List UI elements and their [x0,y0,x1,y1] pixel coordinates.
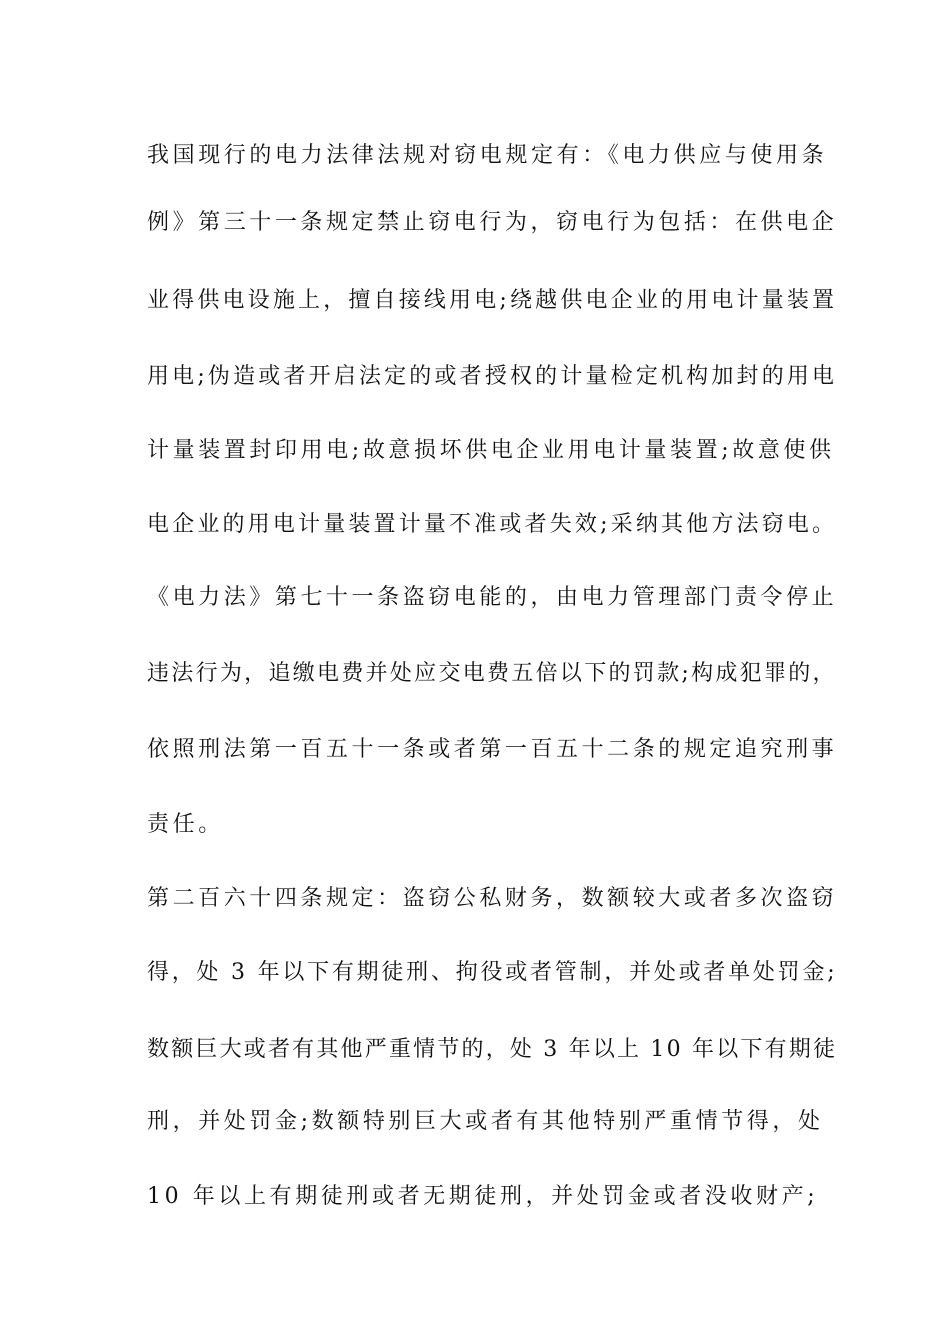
text-line: 依照刑法第一百五十一条或者第一百五十二条的规定追究刑事 [147,737,838,762]
text-line: 例》第三十一条规定禁止窃电行为，窃电行为包括：在供电企 [147,210,838,235]
text-line: 刑，并处罚金;数额特别巨大或者有其他特别严重情节得，处 [147,1109,824,1134]
text-line: 数额巨大或者有其他严重情节的，处 3 年以上 10 年以下有期徒 [147,1037,838,1062]
text-line: 业得供电设施上，擅自接线用电;绕越供电企业的用电计量装置 [147,288,838,313]
text-line: 得，处 3 年以下有期徒刑、拘役或者管制，并处或者单处罚金; [147,960,838,985]
text-line: 电企业的用电计量装置计量不准或者失效;采纳其他方法窃电。 [147,512,838,537]
text-line: 《电力法》第七十一条盗窃电能的，由电力管理部门责令停止 [147,585,838,610]
text-line: 用电;伪造或者开启法定的或者授权的计量检定机构加封的用电 [147,364,838,389]
text-line: 违法行为，追缴电费并处应交电费五倍以下的罚款;构成犯罪的， [147,661,837,686]
text-line: 第二百六十四条规定：盗窃公私财务，数额较大或者多次盗窃 [147,886,838,911]
text-line: 10 年以上有期徒刑或者无期徒刑，并处罚金或者没收财产; [147,1184,819,1209]
text-line: 计量装置封印用电;故意损坏供电企业用电计量装置;故意使供 [147,438,835,463]
text-line: 责任。 [147,812,224,837]
text-line: 我国现行的电力法律法规对窃电规定有：《电力供应与使用条 [147,143,828,168]
